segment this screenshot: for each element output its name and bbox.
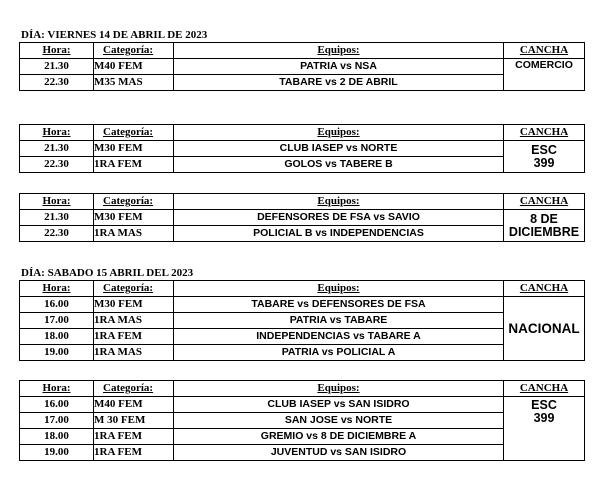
header-cancha: CANCHA [504,281,585,297]
equipos-cell: PATRIA vs TABARE [174,313,504,329]
header-cancha: CANCHA [504,194,585,210]
categoria-cell: M30 FEM [94,141,174,157]
hora-cell: 19.00 [20,445,94,461]
table-header-row [20,194,585,210]
categoria-cell: M30 FEM [94,297,174,313]
hora-cell: 19.00 [20,345,94,361]
categoria-cell: M 30 FEM [94,413,174,429]
table-row [20,210,585,226]
table-header-row [20,43,585,59]
hora-cell: 17.00 [20,313,94,329]
hora-cell: 18.00 [20,429,94,445]
table-row [20,429,585,445]
table-row [20,157,585,173]
table-header-row [20,381,585,397]
table-row [20,313,585,329]
header-hora: Hora: [20,125,94,141]
cancha-cell: NACIONAL [504,297,585,361]
schedule-table-2 [19,124,585,173]
table-row [20,141,585,157]
table-row [20,297,585,313]
equipos-cell: JUVENTUD vs SAN ISIDRO [174,445,504,461]
equipos-cell: TABARE vs DEFENSORES DE FSA [174,297,504,313]
categoria-cell: 1RA FEM [94,329,174,345]
schedule-table-1 [19,42,585,91]
categoria-cell: 1RA MAS [94,345,174,361]
categoria-cell: 1RA MAS [94,313,174,329]
hora-cell: 22.30 [20,75,94,91]
hora-cell: 22.30 [20,157,94,173]
header-equipos: Equipos: [174,43,504,59]
cancha-cell: COMERCIO [504,59,585,91]
table-row [20,445,585,461]
header-hora: Hora: [20,381,94,397]
day-heading-friday: DÍA: VIERNES 14 DE ABRIL DE 2023 [21,29,208,41]
header-categoria: Categoría: [94,43,174,59]
equipos-cell: CLUB IASEP vs SAN ISIDRO [174,397,504,413]
header-categoria: Categoría: [94,125,174,141]
header-equipos: Equipos: [174,125,504,141]
table-header-row [20,125,585,141]
equipos-cell: DEFENSORES DE FSA vs SAVIO [174,210,504,226]
equipos-cell: INDEPENDENCIAS vs TABARE A [174,329,504,345]
equipos-cell: GREMIO vs 8 DE DICIEMBRE A [174,429,504,445]
hora-cell: 21.30 [20,59,94,75]
table-row [20,75,585,91]
hora-cell: 21.30 [20,210,94,226]
categoria-cell: M40 FEM [94,397,174,413]
header-categoria: Categoría: [94,194,174,210]
hora-cell: 21.30 [20,141,94,157]
categoria-cell: M40 FEM [94,59,174,75]
hora-cell: 17.00 [20,413,94,429]
header-equipos: Equipos: [174,381,504,397]
table-header-row [20,281,585,297]
table-row [20,226,585,242]
hora-cell: 22.30 [20,226,94,242]
equipos-cell: CLUB IASEP vs NORTE [174,141,504,157]
day-heading-saturday: DÍA: SABADO 15 ABRIL DEL 2023 [21,267,194,279]
hora-cell: 16.00 [20,397,94,413]
header-hora: Hora: [20,43,94,59]
header-cancha: CANCHA [504,381,585,397]
cancha-cell: ESC 399 [504,141,585,173]
hora-cell: 16.00 [20,297,94,313]
categoria-cell: M35 MAS [94,75,174,91]
header-categoria: Categoría: [94,381,174,397]
schedule-table-3 [19,193,585,242]
equipos-cell: PATRIA vs POLICIAL A [174,345,504,361]
table-row [20,345,585,361]
header-hora: Hora: [20,194,94,210]
table-row [20,413,585,429]
header-categoria: Categoría: [94,281,174,297]
schedule-table-5 [19,380,585,461]
cancha-cell: ESC 399 [504,397,585,461]
categoria-cell: 1RA FEM [94,429,174,445]
header-cancha: CANCHA [504,43,585,59]
equipos-cell: POLICIAL B vs INDEPENDENCIAS [174,226,504,242]
equipos-cell: SAN JOSE vs NORTE [174,413,504,429]
table-row [20,397,585,413]
hora-cell: 18.00 [20,329,94,345]
categoria-cell: M30 FEM [94,210,174,226]
categoria-cell: 1RA MAS [94,226,174,242]
table-row [20,329,585,345]
equipos-cell: GOLOS vs TABERE B [174,157,504,173]
cancha-cell: 8 DE DICIEMBRE [504,210,585,242]
schedule-table-4 [19,280,585,361]
equipos-cell: PATRIA vs NSA [174,59,504,75]
header-equipos: Equipos: [174,281,504,297]
categoria-cell: 1RA FEM [94,445,174,461]
header-equipos: Equipos: [174,194,504,210]
table-row [20,59,585,75]
equipos-cell: TABARE vs 2 DE ABRIL [174,75,504,91]
categoria-cell: 1RA FEM [94,157,174,173]
header-cancha: CANCHA [504,125,585,141]
header-hora: Hora: [20,281,94,297]
